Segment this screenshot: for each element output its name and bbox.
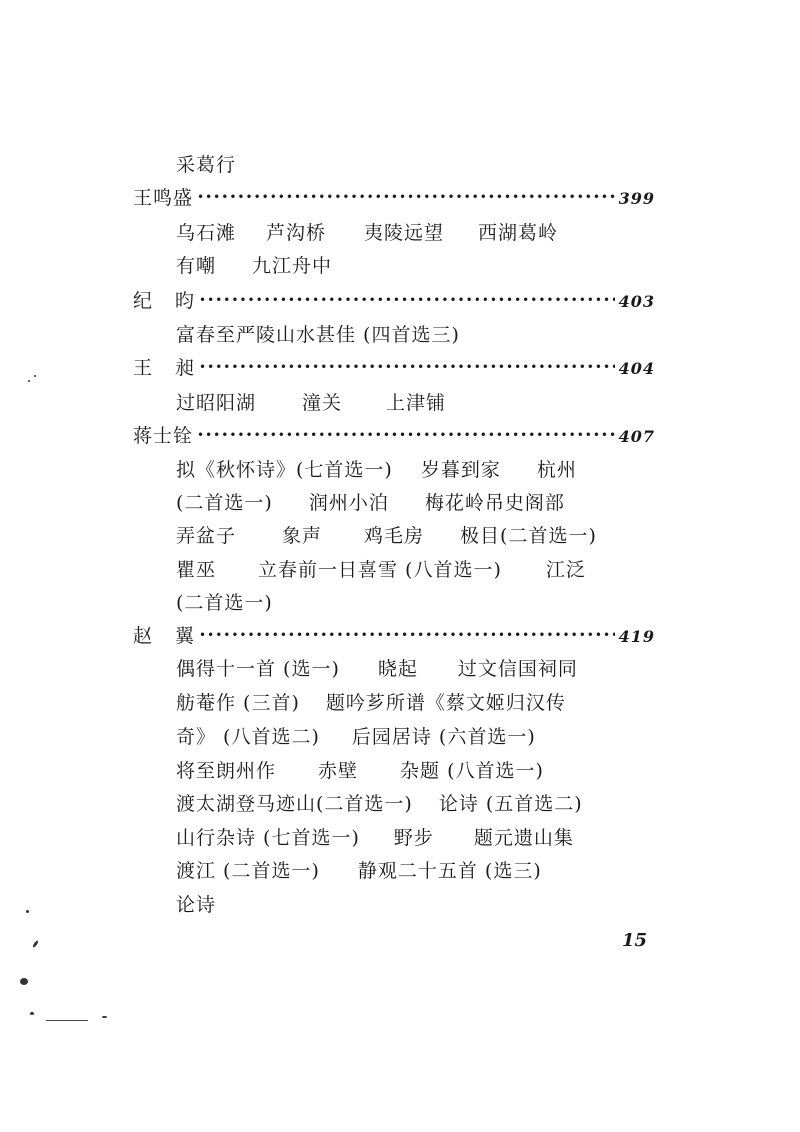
poem-title: 极目(二首选一) (460, 525, 597, 547)
poem-title: 九江舟中 (252, 255, 333, 277)
poem-line (176, 557, 586, 583)
poem-line (176, 152, 236, 178)
poem-title: 杭州 (536, 459, 577, 481)
leader-dots (197, 184, 615, 210)
leader-dots (199, 354, 615, 380)
poem-title: 拟《秋怀诗》(七首选一) (176, 459, 393, 481)
poem-line (176, 656, 578, 682)
poem-title: 瞿巫 (176, 559, 217, 581)
author-entry[interactable] (133, 185, 655, 213)
page-ref: 404 (618, 359, 655, 378)
author-name: 蒋士铨 (133, 425, 194, 447)
leader-dots (199, 622, 615, 648)
poem-line (176, 791, 583, 817)
poem-title: 将至朗州作 (176, 760, 277, 782)
poem-line (176, 724, 536, 750)
poem-title: 偶得十一首 (选一) (176, 658, 340, 680)
scan-mark (26, 910, 29, 913)
page-number: 15 (622, 930, 648, 951)
poem-title: 杂题 (八首选一) (400, 760, 544, 782)
poem-title: 后园居诗 (六首选一) (351, 726, 536, 748)
scan-mark (30, 1012, 34, 1015)
poem-title: 题元遗山集 (473, 827, 574, 849)
poem-title: 夷陵远望 (364, 222, 445, 244)
poem-line (176, 892, 216, 918)
author-name: 纪 昀 (133, 290, 196, 312)
leader-dots (197, 422, 615, 448)
poem-line (176, 390, 446, 416)
page-ref: 403 (618, 292, 655, 311)
leader-dots (199, 287, 615, 313)
poem-title: (二首选一) (176, 592, 273, 614)
poem-title: 潼关 (302, 392, 343, 414)
scan-mark (102, 1016, 107, 1018)
poem-title: 富春至严陵山水甚佳 (四首选三) (176, 324, 460, 346)
author-entry[interactable] (133, 423, 655, 451)
scan-mark (20, 978, 28, 985)
scan-mark (32, 940, 39, 948)
poem-line (176, 758, 544, 784)
page-ref: 419 (618, 627, 655, 646)
poem-title: 过文信国祠同 (457, 658, 578, 680)
poem-title: 岁暮到家 (420, 459, 501, 481)
poem-title: 舫菴作 (三首) (176, 692, 300, 714)
poem-line (176, 322, 460, 348)
poem-title: 弄盆子 (176, 525, 237, 547)
author-entry[interactable] (133, 623, 655, 651)
poem-title: 润州小泊 (308, 492, 389, 514)
poem-title: 上津铺 (386, 392, 447, 414)
scan-mark (34, 375, 36, 377)
poem-line (176, 253, 332, 279)
poem-title: 渡太湖登马迹山(二首选一) (176, 793, 413, 815)
poem-title: 江泛 (545, 559, 586, 581)
poem-line (176, 457, 577, 483)
poem-title: 奇》 (八首选二) (176, 726, 320, 748)
poem-title: 赤壁 (318, 760, 359, 782)
poem-title: 有嘲 (176, 255, 217, 277)
scan-mark (28, 380, 30, 382)
poem-title: 论诗 (五首选二) (438, 793, 583, 815)
poem-title: 梅花岭吊史阁部 (424, 492, 565, 514)
poem-line (176, 858, 542, 884)
poem-title: 题吟芗所谱《蔡文姬归汉传 (325, 692, 566, 714)
author-name: 王 昶 (133, 357, 196, 379)
poem-title: 鸡毛房 (364, 525, 425, 547)
poem-title: 象声 (282, 525, 323, 547)
poem-title: 立春前一日喜雪 (八首选一) (258, 559, 502, 581)
author-name: 王鸣盛 (133, 187, 194, 209)
poem-title: 西湖葛岭 (478, 222, 559, 244)
poem-title: 山行杂诗 (七首选一) (176, 827, 360, 849)
poem-title: 采葛行 (176, 154, 237, 176)
author-entry[interactable] (133, 288, 655, 316)
poem-title: 乌石滩 (176, 222, 237, 244)
poem-title: 静观二十五首 (选三) (357, 860, 542, 882)
poem-title: 芦沟桥 (266, 222, 327, 244)
poem-line (176, 220, 558, 246)
poem-title: 过昭阳湖 (176, 392, 257, 414)
poem-title: 野步 (393, 827, 434, 849)
page-ref: 407 (618, 427, 655, 446)
poem-line (176, 523, 597, 549)
poem-title: 晓起 (377, 658, 418, 680)
scan-rule (46, 1020, 88, 1021)
poem-line (176, 690, 566, 716)
poem-line (176, 490, 565, 516)
author-name: 赵 翼 (133, 625, 196, 647)
poem-title: 渡江 (二首选一) (176, 860, 320, 882)
poem-title: 论诗 (176, 894, 217, 916)
poem-title: (二首选一) (176, 492, 273, 514)
poem-line (176, 590, 273, 616)
page-ref: 399 (618, 189, 655, 208)
poem-line (176, 825, 574, 851)
author-entry[interactable] (133, 355, 655, 383)
